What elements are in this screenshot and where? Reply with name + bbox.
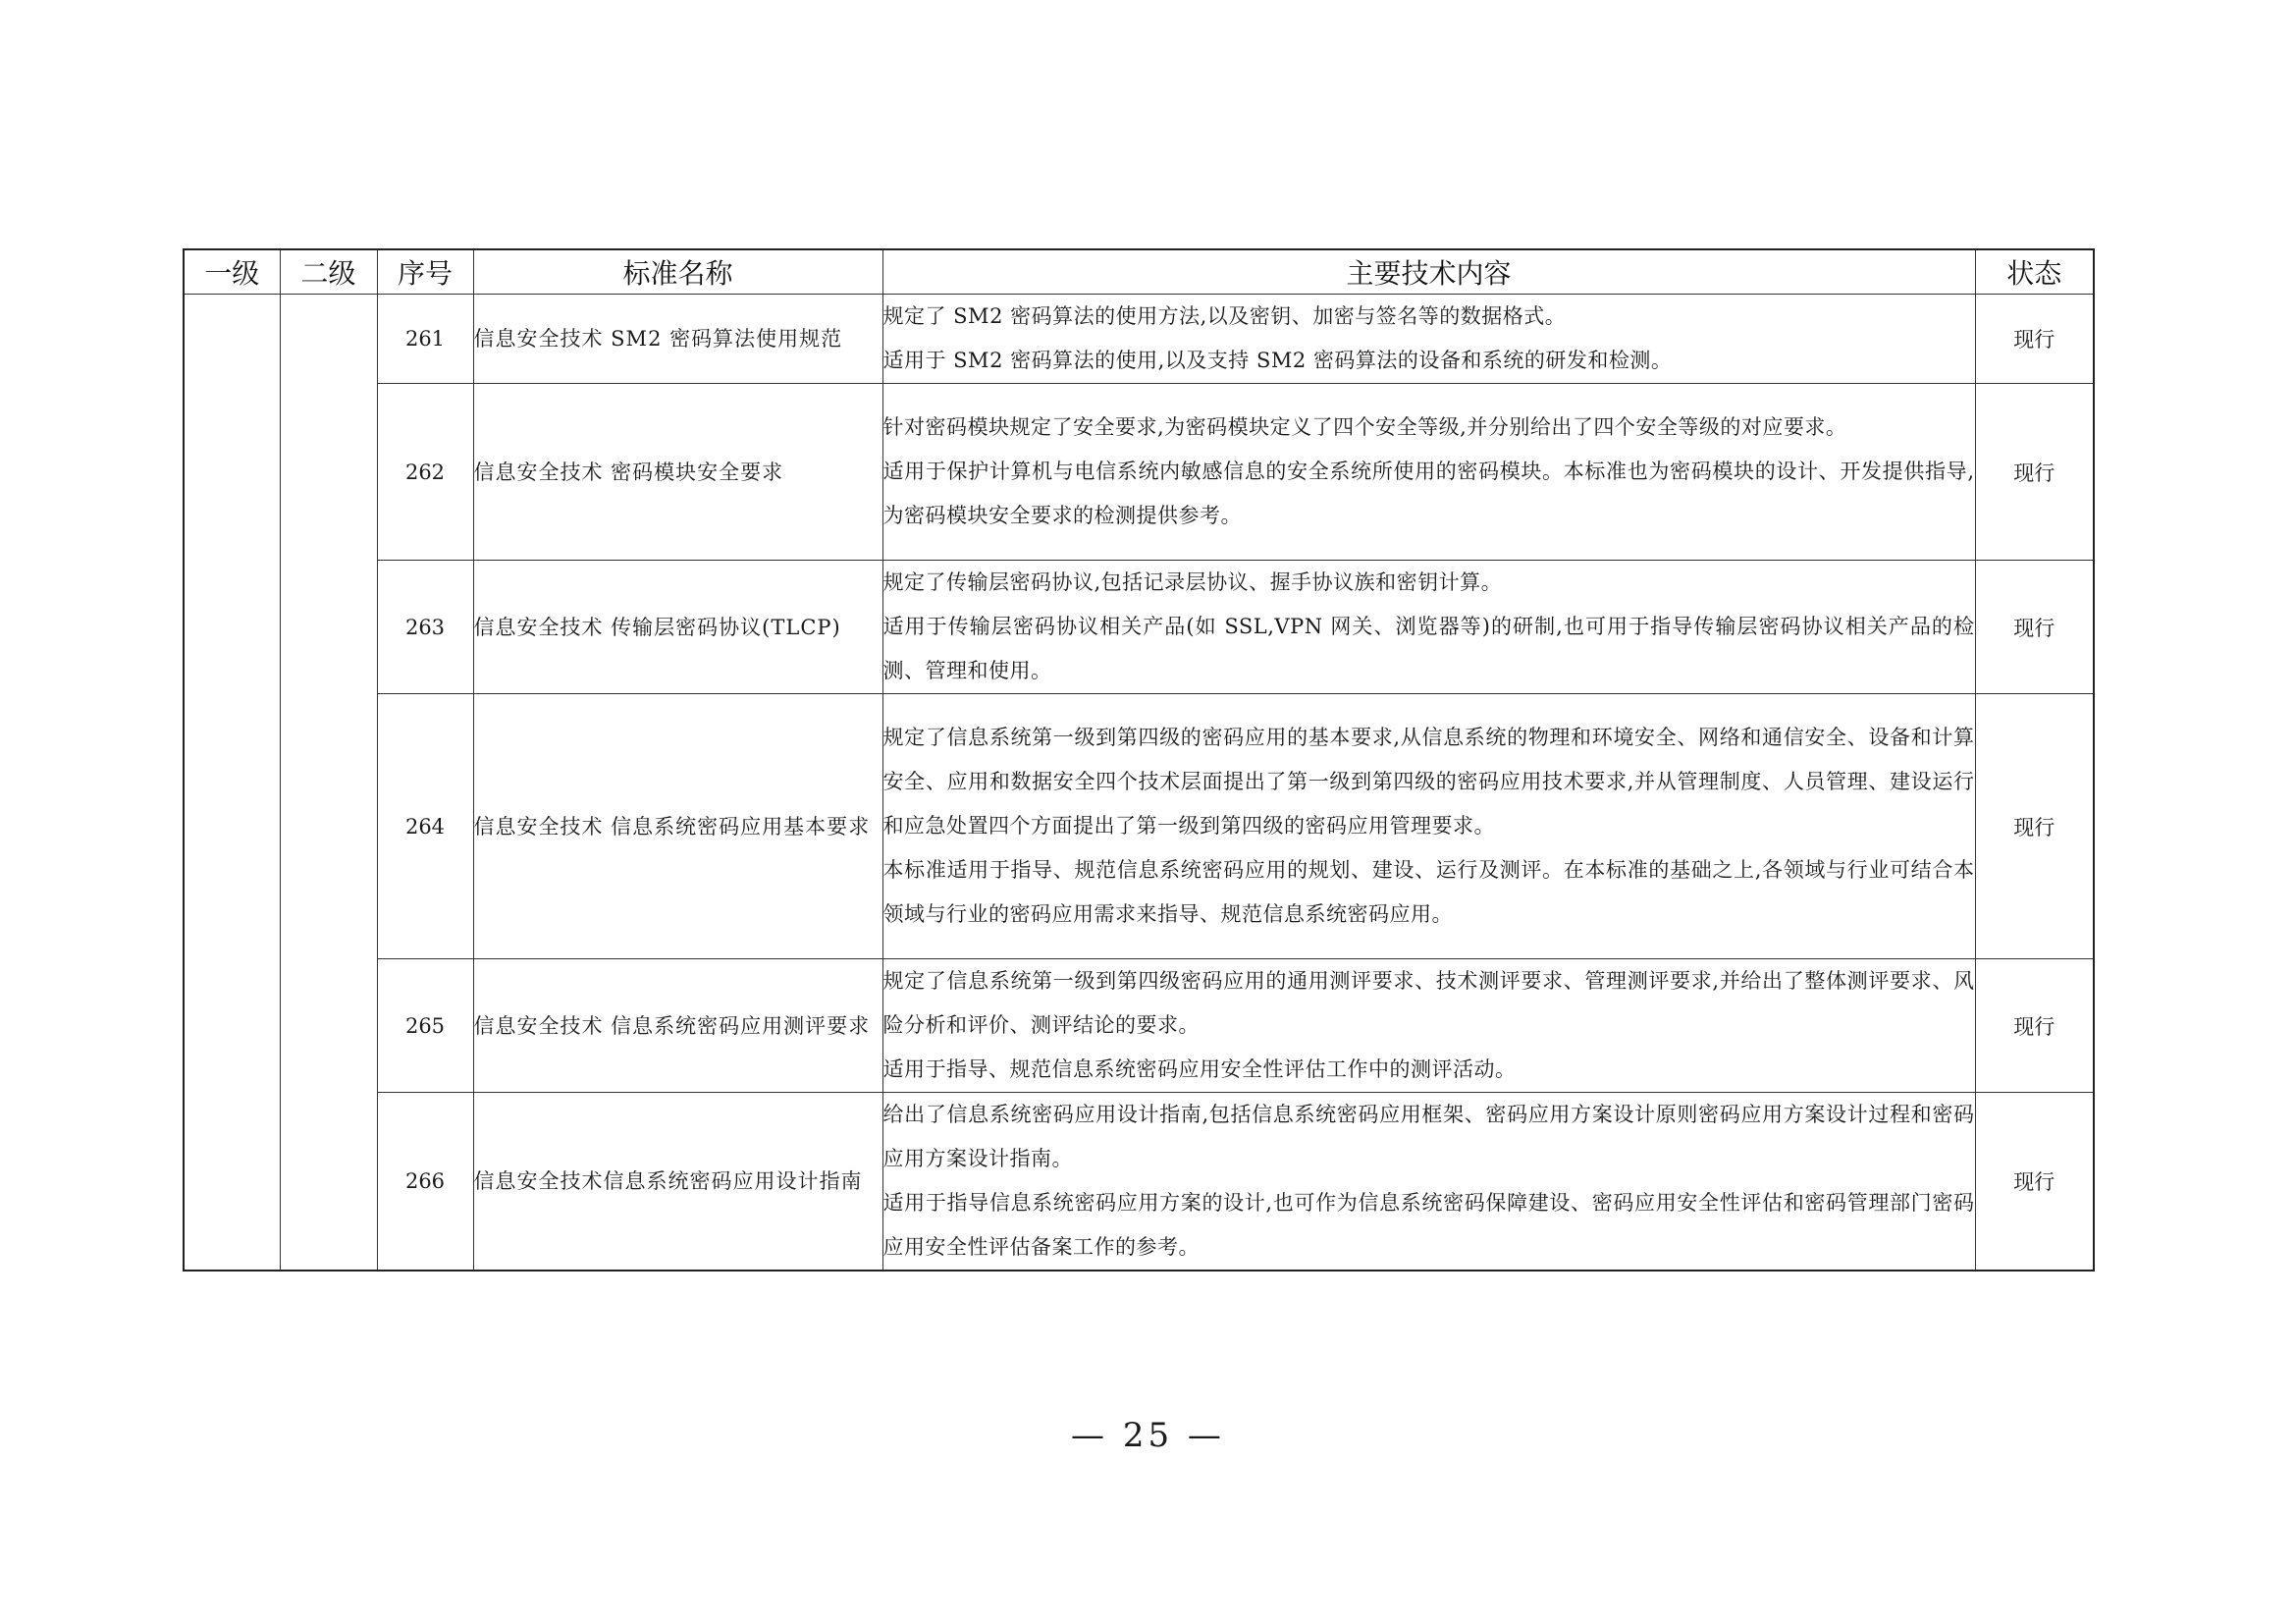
status-cell: 现行 bbox=[1975, 1093, 2094, 1272]
seq-cell: 264 bbox=[377, 694, 473, 959]
technical-content bbox=[882, 295, 1975, 384]
level1-cell bbox=[184, 295, 280, 1272]
status-cell: 现行 bbox=[1975, 561, 2094, 694]
standards-table bbox=[183, 248, 2095, 1272]
content-paragraph: 适用于传输层密码协议相关产品(如 SSL,VPN 网关、浏览器等)的研制,也可用于指导传输层密码协议相关产品的检测、管理和使用。 bbox=[882, 615, 1975, 682]
seq-cell: 266 bbox=[377, 1093, 473, 1272]
header-status: 状态 bbox=[1975, 249, 2094, 295]
content-paragraph: 适用于 SM2 密码算法的使用,以及支持 SM2 密码算法的设备和系统的研发和检测。 bbox=[882, 349, 1673, 372]
standard-name: 信息安全技术 信息系统密码应用测评要求 bbox=[473, 959, 882, 1093]
content-paragraph: 规定了信息系统第一级到第四级的密码应用的基本要求,从信息系统的物理和环境安全、网络和通信安全、设备和计算安全、应用和数据安全四个技术层面提出了第一级到第四级的密码应用技术要求,并从管理制度、人员管理、建设运行和应急处置四个方面提出了第一级到第四级的密码应用管理要求。 bbox=[882, 726, 1975, 838]
table-row bbox=[184, 959, 2094, 1093]
header-name: 标准名称 bbox=[473, 249, 882, 295]
status-cell: 现行 bbox=[1975, 694, 2094, 959]
table-header-row bbox=[184, 249, 2094, 295]
technical-content bbox=[882, 959, 1975, 1093]
content-paragraph: 适用于保护计算机与电信系统内敏感信息的安全系统所使用的密码模块。本标准也为密码模块的设计、开发提供指导,为密码模块安全要求的检测提供参考。 bbox=[882, 460, 1975, 527]
header-content: 主要技术内容 bbox=[882, 249, 1975, 295]
standard-name: 信息安全技术 信息系统密码应用基本要求 bbox=[473, 694, 882, 959]
standard-name: 信息安全技术 密码模块安全要求 bbox=[473, 384, 882, 561]
content-paragraph: 本标准适用于指导、规范信息系统密码应用的规划、建设、运行及测评。在本标准的基础之上,各领域与行业可结合本领域与行业的密码应用需求来指导、规范信息系统密码应用。 bbox=[882, 858, 1975, 926]
table-row bbox=[184, 561, 2094, 694]
page-number: — 25 — bbox=[1071, 1416, 1225, 1455]
header-level2: 二级 bbox=[280, 249, 377, 295]
technical-content bbox=[882, 384, 1975, 561]
seq-cell: 265 bbox=[377, 959, 473, 1093]
technical-content bbox=[882, 1093, 1975, 1272]
content-paragraph: 规定了传输层密码协议,包括记录层协议、握手协议族和密钥计算。 bbox=[882, 570, 1503, 594]
technical-content bbox=[882, 561, 1975, 694]
header-level1: 一级 bbox=[184, 249, 280, 295]
status-cell: 现行 bbox=[1975, 295, 2094, 384]
table-row bbox=[184, 694, 2094, 959]
content-paragraph: 规定了信息系统第一级到第四级密码应用的通用测评要求、技术测评要求、管理测评要求,并给出了整体测评要求、风险分析和评价、测评结论的要求。 bbox=[882, 969, 1975, 1037]
table-row bbox=[184, 1093, 2094, 1272]
content-paragraph: 适用于指导、规范信息系统密码应用安全性评估工作中的测评活动。 bbox=[882, 1057, 1517, 1081]
seq-cell: 261 bbox=[377, 295, 473, 384]
content-paragraph: 针对密码模块规定了安全要求,为密码模块定义了四个安全等级,并分别给出了四个安全等级的对应要求。 bbox=[882, 415, 1847, 439]
status-cell: 现行 bbox=[1975, 384, 2094, 561]
standard-name: 信息安全技术 SM2 密码算法使用规范 bbox=[473, 295, 882, 384]
seq-cell: 263 bbox=[377, 561, 473, 694]
seq-cell: 262 bbox=[377, 384, 473, 561]
table-row bbox=[184, 295, 2094, 384]
content-paragraph: 规定了 SM2 密码算法的使用方法,以及密钥、加密与签名等的数据格式。 bbox=[882, 304, 1567, 328]
content-paragraph: 给出了信息系统密码应用设计指南,包括信息系统密码应用框架、密码应用方案设计原则密码应用方案设计过程和密码应用方案设计指南。 bbox=[882, 1103, 1975, 1170]
technical-content bbox=[882, 694, 1975, 959]
level2-cell bbox=[280, 295, 377, 1272]
table-row bbox=[184, 384, 2094, 561]
status-cell: 现行 bbox=[1975, 959, 2094, 1093]
content-paragraph: 适用于指导信息系统密码应用方案的设计,也可作为信息系统密码保障建设、密码应用安全性评估和密码管理部门密码应用安全性评估备案工作的参考。 bbox=[882, 1191, 1975, 1259]
standard-name: 信息安全技术 传输层密码协议(TLCP) bbox=[473, 561, 882, 694]
standard-name: 信息安全技术信息系统密码应用设计指南 bbox=[473, 1093, 882, 1272]
header-seq: 序号 bbox=[377, 249, 473, 295]
